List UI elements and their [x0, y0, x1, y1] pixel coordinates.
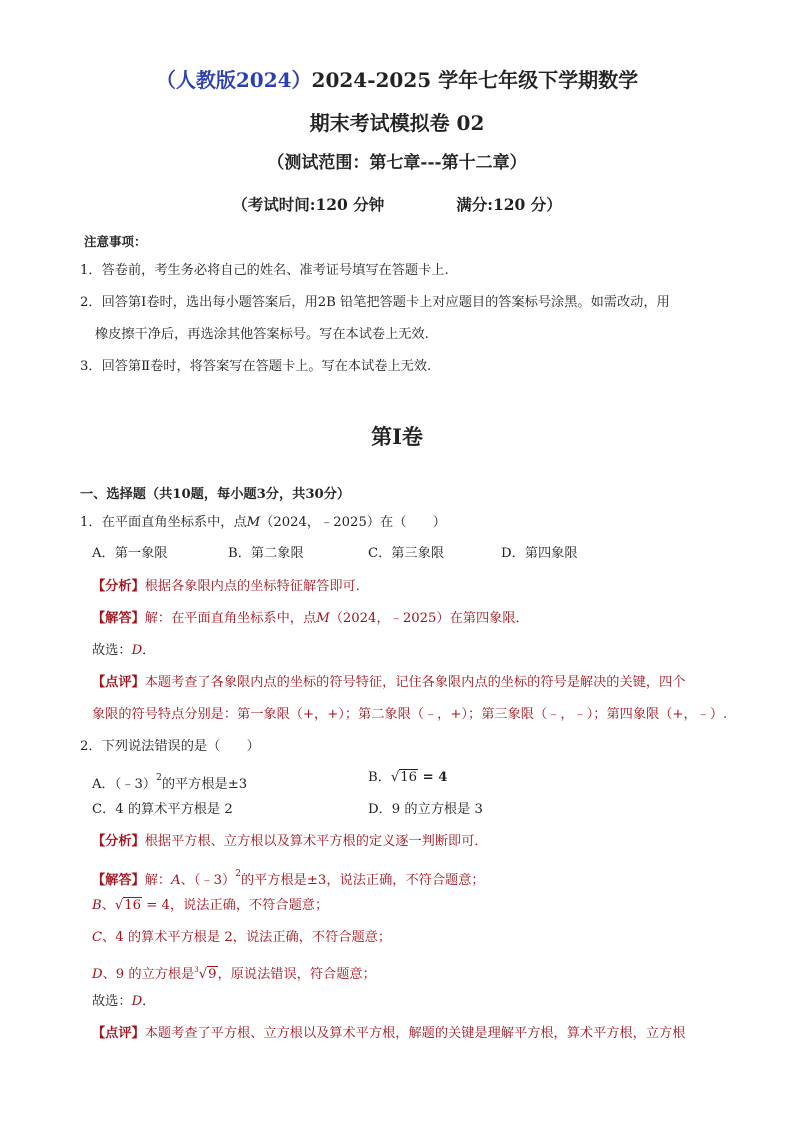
- q1-solution-point: M: [316, 611, 330, 626]
- q2-solution-tag: 【解答】: [92, 873, 145, 888]
- q1-option-c: C．第三象限: [368, 546, 445, 561]
- q1-comment-tag: 【点评】: [92, 675, 145, 690]
- q1-analysis: [92, 578, 369, 596]
- q2-solution-a-exponent: 2: [235, 869, 241, 879]
- q2-solution-c-letter: C: [92, 930, 103, 945]
- q2-solution-a-text: 的平方根是±3，说法正确，不符合题意；: [240, 873, 485, 888]
- section-heading: 一、选择题（共10题，每小题3分，共30分）: [80, 487, 351, 502]
- title-main: 2024-2025 学年七年级下学期数学: [311, 68, 639, 92]
- note-item-1: 1．答卷前，考生务必将自己的姓名、准考证号填写在答题卡上.: [80, 263, 449, 278]
- notes-heading: 注意事项：: [84, 234, 147, 249]
- q1-answer: [92, 642, 155, 660]
- q1-stem: [80, 514, 446, 532]
- q2-solution-d-letter: D: [92, 967, 103, 982]
- q1-comment-cont: 象限的符号特点分别是：第一象限（+，+）；第二象限（﹣，+）；第三象限（﹣，﹣）；第四象限（+，﹣）.: [92, 707, 728, 722]
- q2-solution-d-text: 、9 的立方根是: [102, 967, 195, 982]
- q2-answer-value: D: [131, 994, 143, 1009]
- q2-solution-b-radicand: 16: [124, 898, 142, 913]
- q2-solution-b-letter: B: [92, 898, 102, 913]
- exam-info: [0, 193, 794, 215]
- exam-subtitle: 期末考试模拟卷 02: [309, 111, 485, 135]
- q1-option-b: B．第二象限: [228, 546, 304, 561]
- q1-answer-end: ．: [142, 643, 156, 658]
- q2-comment-text: 本题考查了平方根、立方根以及算术平方根，解题的关键是理解平方根，算术平方根，立方根: [144, 1026, 686, 1041]
- volume-title: 第Ⅰ卷: [371, 424, 423, 449]
- q1-option-a: A．第一象限: [92, 546, 168, 561]
- note-item-2: 2．回答第Ⅰ卷时，选出每小题答案后，用2B 铅笔把答题卡上对应题目的答案标号涂黑。如需改动，用: [80, 295, 670, 310]
- q2-solution-d-conclusion: ，原说法错误，符合题意；: [217, 967, 376, 982]
- cube-root-symbol: $^3$√9: [194, 966, 217, 982]
- q2-option-a-text: 的平方根是±3: [161, 777, 248, 792]
- q2-solution-c: [92, 929, 391, 947]
- full-score: 满分:120 分）: [456, 195, 562, 214]
- q2-answer-label: 故选：: [92, 994, 132, 1009]
- q2-solution-label: 解：: [144, 873, 172, 888]
- exam-title: [0, 64, 794, 93]
- q2-analysis: [92, 833, 488, 851]
- q2-solution-d: [92, 961, 376, 984]
- q2-comment-tag: 【点评】: [92, 1026, 145, 1041]
- q1-solution-tag: 【解答】: [92, 611, 145, 626]
- sqrt-symbol: √16: [114, 898, 142, 913]
- q1-solution-text: 解：在平面直角坐标系中，点: [144, 611, 317, 626]
- q1-analysis-text: 根据各象限内点的坐标特征解答即可．: [144, 579, 369, 594]
- q2-stem: 2．下列说法错误的是（ ）: [80, 739, 260, 754]
- q1-stem-coords: （2024，﹣2025）在（ ）: [260, 515, 446, 530]
- q2-option-a-base: A．（﹣3）: [92, 777, 157, 792]
- q1-answer-value: D: [131, 643, 143, 658]
- q1-solution: [92, 610, 529, 628]
- q2-solution-b: [92, 897, 328, 915]
- q2-solution-d-radicand: 9: [208, 967, 217, 982]
- edition-label: （人教版2024）: [155, 68, 312, 92]
- q1-solution-coords: （2024，﹣2025）在第四象限．: [329, 611, 529, 626]
- q2-solution-a-letter: A: [171, 873, 181, 888]
- q1-point: M: [246, 515, 261, 530]
- q2-answer: [92, 993, 155, 1011]
- cube-root-index: 3: [194, 966, 199, 974]
- note-item-3: 3．回答第Ⅱ卷时，将答案写在答题卡上。写在本试卷上无效.: [80, 359, 432, 374]
- note-item-2-cont: 橡皮擦干净后，再选涂其他答案标号。写在本试卷上无效.: [95, 327, 429, 342]
- q2-option-b-label: B．: [368, 770, 391, 785]
- q1-analysis-tag: 【分析】: [92, 579, 145, 594]
- test-scope: （测试范围：第七章---第十二章）: [267, 153, 527, 173]
- q2-solution-b-sep: 、: [101, 898, 115, 913]
- q2-analysis-tag: 【分析】: [92, 834, 145, 849]
- q2-option-b-radicand: 16: [400, 770, 418, 785]
- q2-option-b: [368, 769, 448, 787]
- q1-answer-label: 故选：: [92, 643, 132, 658]
- q2-solution-b-text: = 4，说法正确，不符合题意；: [142, 898, 329, 913]
- q2-solution: [92, 865, 485, 890]
- q1-option-d: D．第四象限: [501, 546, 578, 561]
- q1-stem-text: 1．在平面直角坐标系中，点: [80, 515, 247, 530]
- q2-option-b-result: = 4: [418, 770, 448, 785]
- q2-option-c: C．4 的算术平方根是 2: [92, 802, 233, 817]
- q2-analysis-text: 根据平方根、立方根以及算术平方根的定义逐一判断即可．: [144, 834, 488, 849]
- q2-solution-a-base: 、（﹣3）: [180, 873, 236, 888]
- q2-option-a-exponent: 2: [156, 773, 162, 783]
- q2-solution-c-text: 、4 的算术平方根是 2，说法正确，不符合题意；: [102, 930, 392, 945]
- q1-comment: [92, 674, 685, 692]
- q2-option-d: D．9 的立方根是 3: [368, 802, 483, 817]
- q2-answer-end: ．: [142, 994, 156, 1009]
- sqrt-symbol: √16: [390, 770, 418, 785]
- q2-comment: [92, 1025, 685, 1043]
- q1-comment-text: 本题考查了各象限内点的坐标的符号特征，记住各象限内点的坐标的符号是解决的关键，四个: [144, 675, 686, 690]
- q2-option-a: [92, 769, 247, 794]
- exam-time: （考试时间:120 分钟: [232, 195, 385, 214]
